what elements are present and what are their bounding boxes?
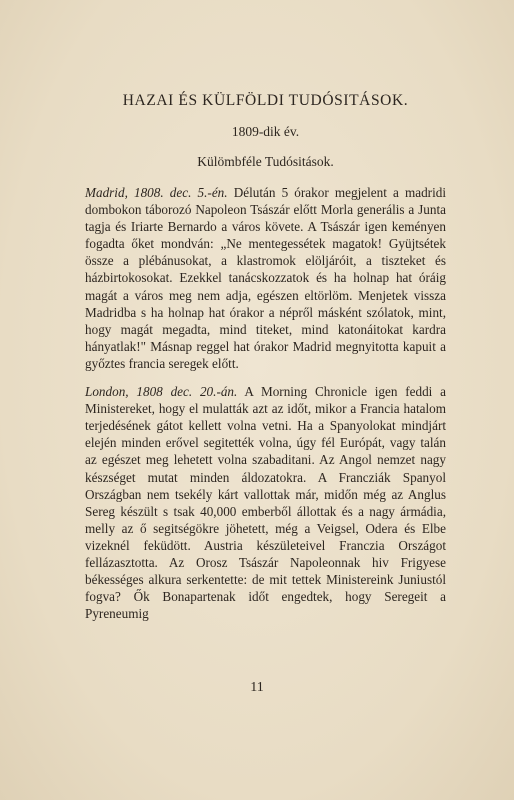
- page-content: [85, 92, 446, 632]
- article-dateline: Madrid, 1808. dec. 5.-én.: [85, 185, 228, 200]
- section-title: HAZAI ÉS KÜLFÖLDI TUDÓSITÁSOK.: [122, 92, 409, 109]
- article-text: Délután 5 órakor megjelent a madridi dombokon táborozó Napoleon Tsászár előtt Morla generális a Junta tagja és Iriarte Bernardo a város követe. A Tsászár igen keményen fogadta őket mondván: „Ne mentegessétek magatok! Gyüjtsétek össze a plébánusokat, a klastromok elöljáróit, a tiszteket és házbirtokosokat. Ezekkel tanácskozzatok és ha holnap hat óráig magát a város meg nem adja, egészen eltörlöm. Menjetek vissza Madridba s ha holnap hat órakor a népről másként szólatok, mint, hogy magát megadta, mind titeket, mind katonáitokat kardra hányatlak!" Másnap reggel hat órakor Madrid megnyitotta kapuit a győztes francia seregek előtt.: [85, 185, 446, 371]
- article-dateline: London, 1808 dec. 20.-án.: [85, 384, 238, 400]
- year-heading: 1809-dik év.: [231, 124, 300, 139]
- article-london: [85, 383, 446, 622]
- article-text: A Morning Chronicle igen feddi a Ministereket, hogy el mulatták azt az időt, mikor a Francia hatalom terjedésének gátot kellett volna vetni. Ha a Spanyolokat mindjárt elején minden erővel segitették volna, úgy fél Európát, vagy talán az egészet meg lehetett volna szabaditani. Az Angol nemzet nagy készséget mutat minden áldozatokra. A Francziák Spanyol Országban nem tsekély kárt vallottak már, midőn még az Anglus Sereg készült s tsak 40,000 emberből állottak és a nagy ármádia, melly az ő segitségökre jöhetett, még a Veigsel, Odera és Elbe vizeknél feküdött. Austria készületeivel Franczia Országot fellázasztotta. Az Orosz Tsászár Napoleonnak hiv Frigyese békességes alkura serkentette: de mit tettek Ministereink Juniustól fogva? Ők Bonapartenak időt engedtek, hogy Seregeit a Pyreneumig: [85, 384, 446, 622]
- page-number: 11: [250, 680, 264, 695]
- article-madrid: [85, 184, 446, 372]
- subsection-title: Külömbféle Tudósitások.: [197, 154, 334, 169]
